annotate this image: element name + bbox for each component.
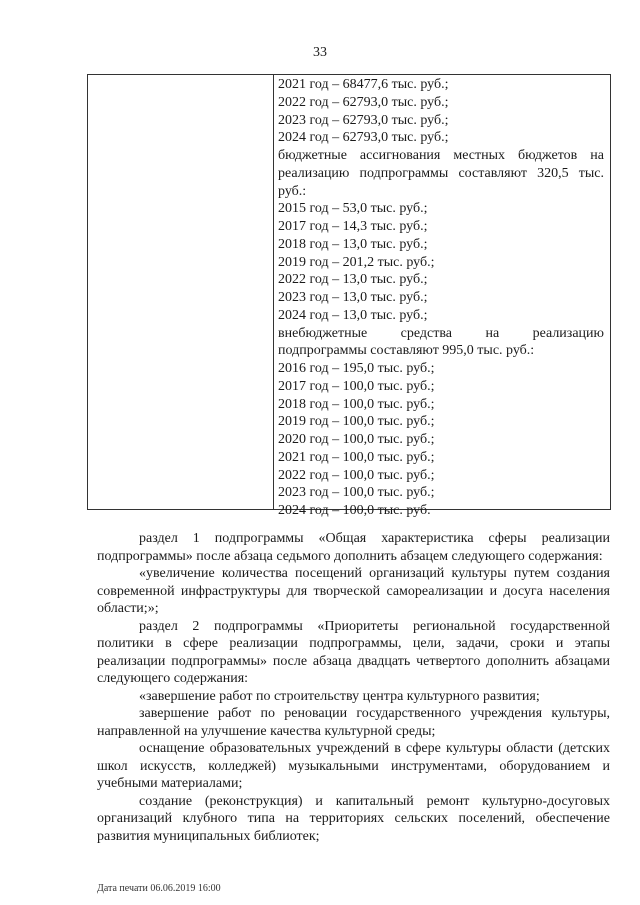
local-budget-line: 2018 год – 13,0 тыс. руб.; <box>278 236 428 252</box>
local-budget-line: 2023 год – 13,0 тыс. руб.; <box>278 290 428 305</box>
document-body <box>97 530 610 845</box>
funding-line: 2022 год – 62793,0 тыс. руб.; <box>278 94 449 110</box>
body-paragraph: «завершение работ по строительству центра культурного развития; <box>139 688 540 704</box>
extra-budget-line: 2019 год – 100,0 тыс. руб.; <box>278 414 435 430</box>
local-budget-line: 2022 год – 13,0 тыс. руб.; <box>278 272 428 288</box>
local-budget-line: 2024 год – 13,0 тыс. руб.; <box>278 307 428 323</box>
local-budget-line: 2017 год – 14,3 тыс. руб.; <box>278 219 428 234</box>
page-number: 33 <box>313 45 327 60</box>
local-budget-line: 2019 год – 201,2 тыс. руб.; <box>278 254 435 270</box>
body-paragraph: раздел 1 подпрограммы «Общая характеристика сферы реализации подпрограммы» после абзаца седьмого дополнить абзацем следующего содержания: <box>97 531 610 564</box>
local-budget-line: 2015 год – 53,0 тыс. руб.; <box>278 201 428 217</box>
funding-line: 2023 год – 62793,0 тыс. руб.; <box>278 112 449 128</box>
funding-line: 2021 год – 68477,6 тыс. руб.; <box>278 77 449 92</box>
table-left-column <box>88 75 274 509</box>
body-paragraph: завершение работ по реновации государственного учреждения культуры, направленной на улучшение качества культурной среды; <box>97 706 610 739</box>
local-budget-paragraph: бюджетные ассигнования местных бюджетов на реализацию подпрограммы составляют 320,5 тыс. руб.: <box>278 148 604 199</box>
extra-budget-line: 2017 год – 100,0 тыс. руб.; <box>278 378 435 394</box>
extra-budget-line: 2020 год – 100,0 тыс. руб.; <box>278 432 435 447</box>
body-paragraph: раздел 2 подпрограммы «Приоритеты региональной государственной политики в сфере реализации подпрограммы, цели, задачи, сроки и этапы реализации подпрограммы» после абзаца двадцать четвертого дополнить абзацами следующего содержания: <box>97 618 610 686</box>
body-paragraph: создание (реконструкция) и капитальный ремонт культурно-досуговых организаций клубного типа на территориях сельских поселений, обеспечение развития муниципальных библиотек; <box>97 793 610 844</box>
extra-budget-line: 2018 год – 100,0 тыс. руб.; <box>278 396 435 412</box>
funding-line: 2024 год – 62793,0 тыс. руб.; <box>278 130 449 146</box>
funding-table <box>87 74 611 518</box>
extra-budget-line: 2021 год – 100,0 тыс. руб.; <box>278 449 435 465</box>
body-paragraph: оснащение образовательных учреждений в сфере культуры области (детских школ искусств, колледжей) музыкальными инструментами, оборудованием и учебными материалами; <box>97 741 610 791</box>
extra-budget-line: 2022 год – 100,0 тыс. руб.; <box>278 467 435 483</box>
body-paragraph: «увеличение количества посещений организаций культуры путем создания современной инфраструктуры для творческой самореализации и досуга населения области;»; <box>97 566 610 616</box>
extra-budget-paragraph: внебюджетные средства на реализацию подпрограммы составляют 995,0 тыс. руб.: <box>278 325 604 359</box>
print-date-footer: Дата печати 06.06.2019 16:00 <box>97 883 221 894</box>
extra-budget-line: 2024 год – 100,0 тыс. руб. <box>278 503 431 518</box>
extra-budget-line: 2023 год – 100,0 тыс. руб.; <box>278 485 435 501</box>
extra-budget-line: 2016 год – 195,0 тыс. руб.; <box>278 361 435 376</box>
table-right-column <box>278 76 604 520</box>
